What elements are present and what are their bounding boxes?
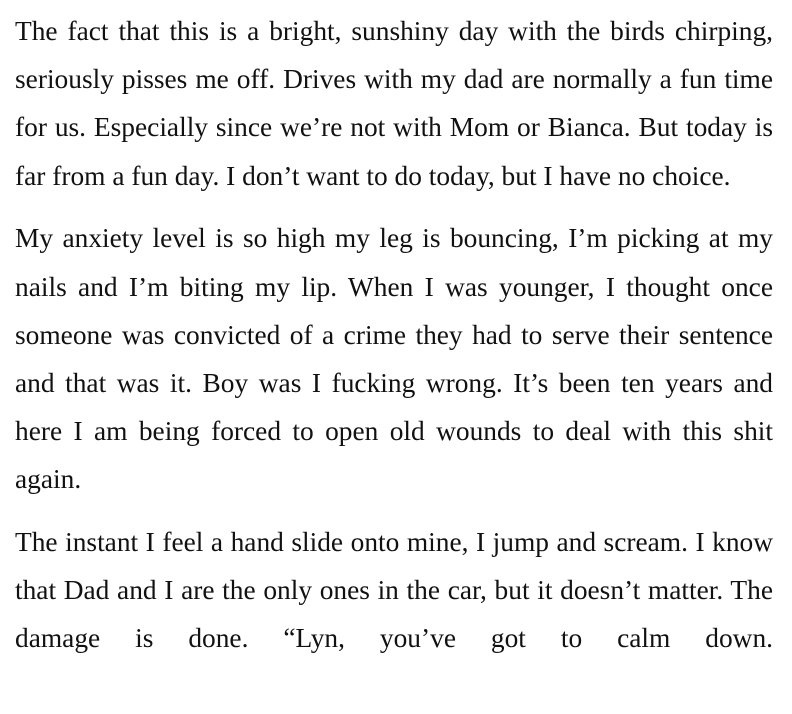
paragraph-3: The instant I feel a hand slide onto mine, I jump and scream. I know that Dad and I are the only ones in the car, but it doesn’t matter. The damage is done. “Lyn, you’ve got to calm down.: [15, 527, 773, 654]
document-page: [15, 7, 773, 677]
paragraph-2: My anxiety level is so high my leg is bouncing, I’m picking at my nails and I’m biting my lip. When I was younger, I thought once someone was convicted of a crime they had to serve their sentence and that was it. Boy was I fucking wrong. It’s been ten years and here I am being forced to open old wounds to deal with this shit again.: [15, 223, 773, 495]
paragraph-1: The fact that this is a bright, sunshiny day with the birds chirping, seriously pisses me off. Drives with my dad are normally a fun time for us. Especially since we’re not with Mom or Bianca. But today is far from a fun day. I don’t want to do today, but I have no choice.: [15, 16, 773, 191]
